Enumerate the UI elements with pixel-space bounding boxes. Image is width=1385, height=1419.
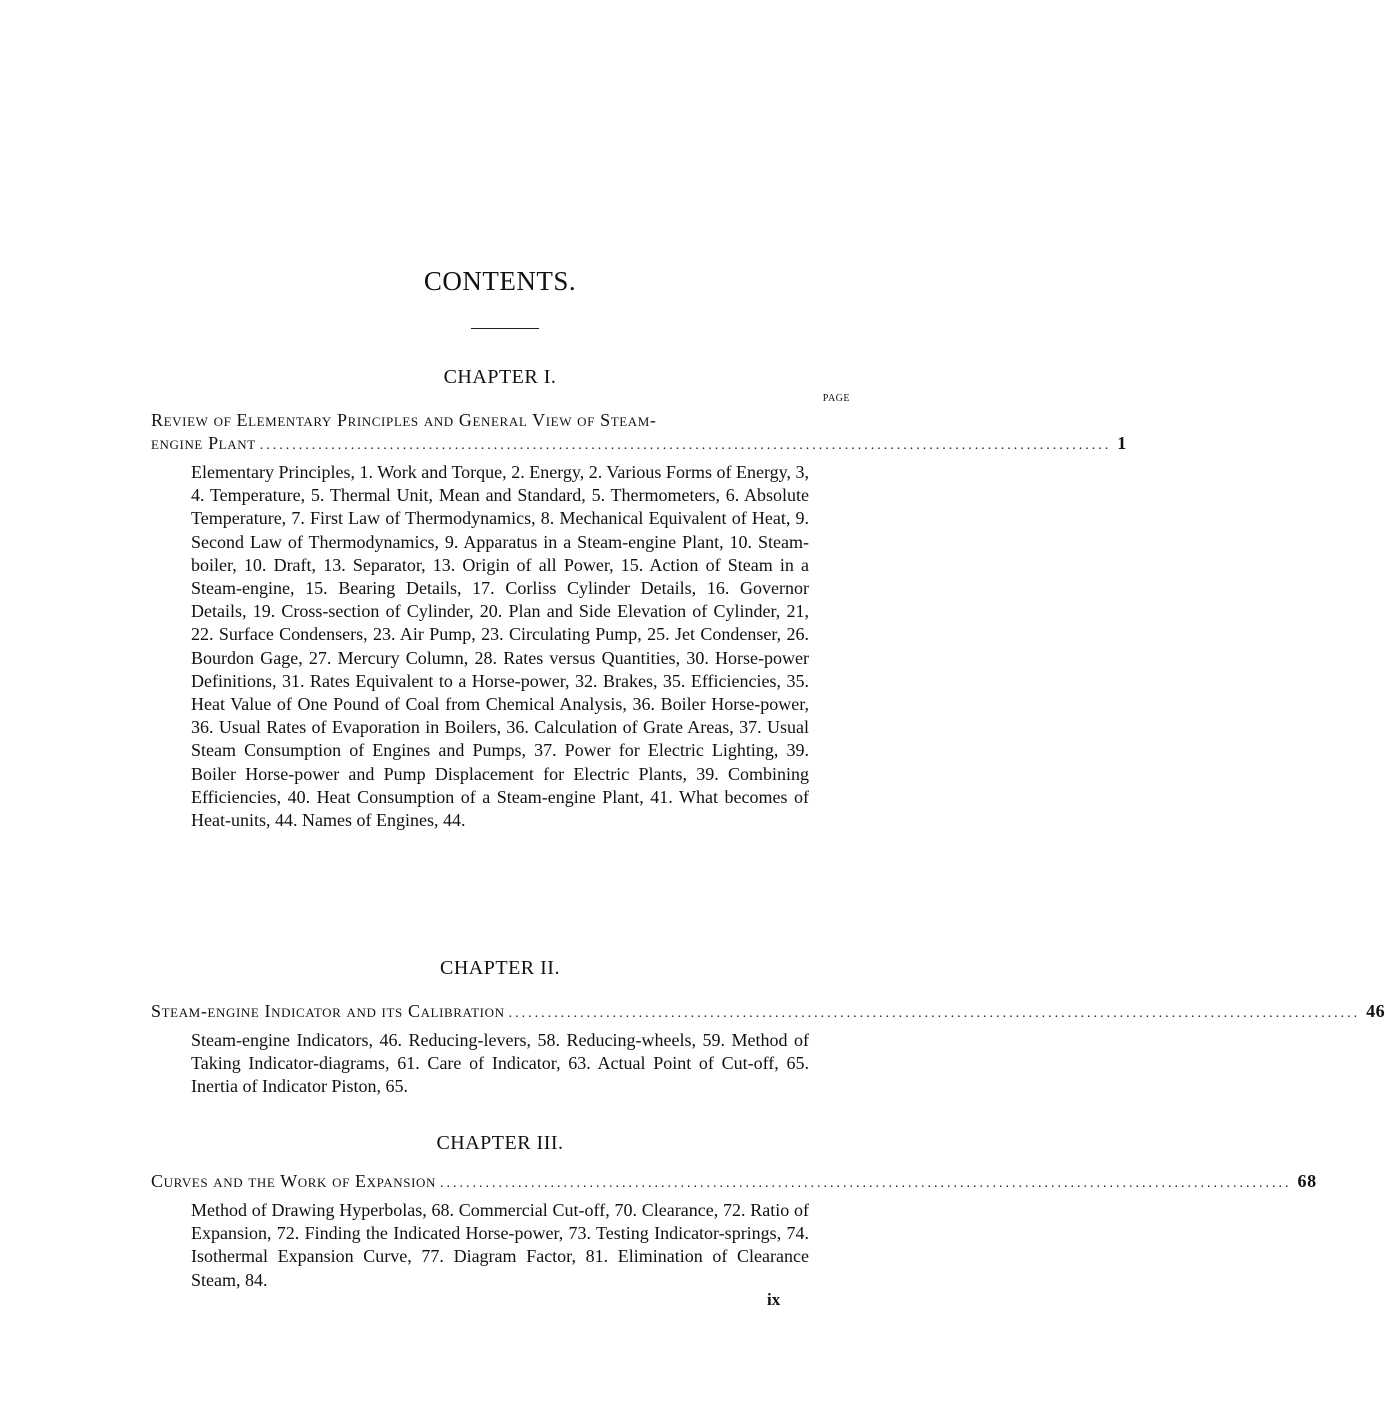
chapter-3-heading: CHAPTER III. xyxy=(436,1132,564,1154)
chapter-2-title-text: Steam-engine Indicator and its Calibration xyxy=(151,1001,505,1021)
dot-leader: ................................................................................................................................... xyxy=(439,1176,1292,1191)
chapter-3-page-number: 68 xyxy=(1297,1171,1317,1191)
chapter-1-heading: CHAPTER I. xyxy=(443,366,557,388)
chapter-2-page-number: 46 xyxy=(1366,1001,1385,1021)
title-divider xyxy=(471,328,539,329)
chapter-3-title-text: Curves and the Work of Expansion xyxy=(151,1171,436,1191)
chapter-2-heading: CHAPTER II. xyxy=(440,957,560,979)
chapter-2-entry xyxy=(151,1000,1385,1099)
chapter-2-title xyxy=(151,1000,1385,1025)
chapter-2-title-line xyxy=(151,1000,1385,1025)
chapter-1-title-line2 xyxy=(151,432,1127,457)
chapter-3-title xyxy=(151,1170,1317,1195)
page-title: CONTENTS. xyxy=(423,266,577,296)
chapter-1-page-number: 1 xyxy=(1117,433,1127,453)
page-column-label: PAGE xyxy=(822,393,850,404)
chapter-1-title-line2-text: engine Plant xyxy=(151,433,256,453)
chapter-3-entry xyxy=(151,1170,1317,1292)
dot-leader: ................................................................................................................................... xyxy=(259,438,1112,453)
chapter-3-title-line xyxy=(151,1170,1317,1195)
chapter-1-entry xyxy=(151,409,1127,832)
chapter-1-title xyxy=(151,409,1127,457)
chapter-2-summary: Steam-engine Indicators, 46. Reducing-levers, 58. Reducing-wheels, 59. Method of Taking Indicator-diagrams, 61. Care of Indicator, 63. Actual Point of Cut-off, 65. Inertia of Indicator Piston, 65. xyxy=(191,1030,809,1097)
chapter-1-title-line1: Review of Elementary Principles and General View of Steam- xyxy=(151,410,657,430)
page-folio: ix xyxy=(767,1290,781,1309)
dot-leader: ................................................................................................................................... xyxy=(508,1006,1361,1021)
chapter-3-summary: Method of Drawing Hyperbolas, 68. Commercial Cut-off, 70. Clearance, 72. Ratio of Expansion, 72. Finding the Indicated Horse-power, 73. Testing Indicator-springs, 74. Isothermal Expansion Curve, 77. Diagram Factor, 81. Elimination of Clearance Steam, 84. xyxy=(191,1200,809,1290)
chapter-1-summary: Elementary Principles, 1. Work and Torque, 2. Energy, 2. Various Forms of Energy, 3, 4. Temperature, 5. Thermal Unit, Mean and Standard, 5. Thermometers, 6. Absolute Temperature, 7. First Law of Thermodynamics, 8. Mechanical Equivalent of Heat, 9. Second Law of Thermodynamics, 9. Apparatus in a Steam-engine Plant, 10. Steam-boiler, 10. Draft, 13. Separator, 13. Origin of all Power, 15. Action of Steam in a Steam-engine, 15. Bearing Details, 17. Corliss Cylinder Details, 16. Governor Details, 19. Cross-section of Cylinder, 20. Plan and Side Elevation of Cylinder, 21, 22. Surface Condensers, 23. Air Pump, 23. Circulating Pump, 25. Jet Condenser, 26. Bourdon Gage, 27. Mercury Column, 28. Rates versus Quantities, 30. Horse-power Definitions, 31. Rates Equivalent to a Horse-power, 32. Brakes, 35. Efficiencies, 35. Heat Value of One Pound of Coal from Chemical Analysis, 36. Boiler Horse-power, 36. Usual Rates of Evaporation in Boilers, 36. Calculation of Grate Areas, 37. Usual Steam Consumption of Engines and Pumps, 37. Power for Electric Lighting, 39. Boiler Horse-power and Pump Displacement for Electric Plants, 39. Combining Efficiencies, 40. Heat Consumption of a Steam-engine Plant, 41. What becomes of Heat-units, 44. Names of Engines, 44. xyxy=(191,462,809,831)
